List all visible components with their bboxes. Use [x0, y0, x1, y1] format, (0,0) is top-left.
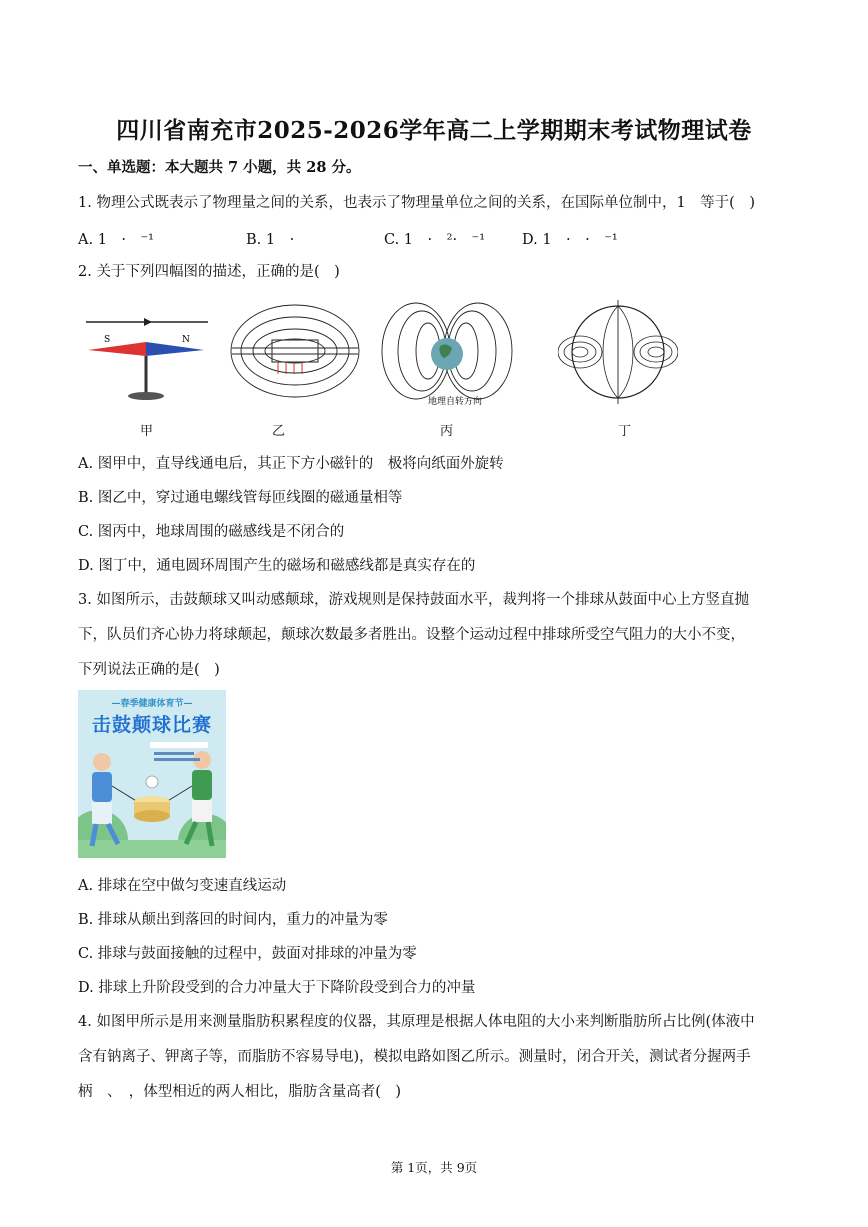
q3-option-a: A. 排球在空中做匀变速直线运动	[78, 878, 287, 894]
figure-label-yi: 乙	[272, 424, 286, 439]
q4-stem-line-1: 4. 如图甲所示是用来测量脂肪积累程度的仪器，其原理是根据人体电阻的大小来判断脂肪所占比例(体液中	[78, 1014, 755, 1030]
q2-stem: 2. 关于下列四幅图的描述，正确的是( )	[78, 264, 340, 280]
figure-label-jia: 甲	[140, 424, 154, 439]
q4-stem-line-2: 含有钠离子、钾离子等，而脂肪不容易导电)，模拟电路如图乙所示。测量时，闭合开关，测试者分握两手	[78, 1049, 751, 1065]
figure-label-ding: 丁	[618, 424, 632, 439]
section-heading: 一、单选题：本大题共 7 小题，共 28 分。	[78, 159, 361, 176]
q2-option-d: D. 图丁中，通电圆环周围产生的磁场和磁感线都是真实存在的	[78, 558, 476, 574]
figure-label-bing: 丙	[440, 424, 454, 439]
figure-bing	[378, 296, 518, 408]
earth-rotation-label: 地理自转方向	[428, 397, 483, 407]
q3-poster-image	[78, 690, 226, 858]
q2-option-a: A. 图甲中，直导线通电后，其正下方小磁针的 极将向纸面外旋转	[78, 456, 504, 472]
poster-main-text: 击鼓颠球比赛	[91, 714, 212, 736]
q3-stem-line-3: 下列说法正确的是( )	[78, 662, 220, 678]
q2-option-c: C. 图丙中，地球周围的磁感线是不闭合的	[78, 524, 345, 540]
page-footer: 第 1页，共 9页	[390, 1160, 478, 1175]
q2-figures	[78, 296, 698, 439]
q1-option-b: B. 1 ·	[246, 232, 295, 248]
q3-option-d: D. 排球上升阶段受到的合力冲量大于下降阶段受到合力的冲量	[78, 980, 476, 996]
figure-ding	[558, 296, 678, 408]
q3-option-b: B. 排球从颠出到落回的时间内，重力的冲量为零	[78, 912, 388, 928]
q3-stem-line-2: 下，队员们齐心协力将球颠起，颠球次数最多者胜出。设整个运动过程中排球所受空气阻力的大小不变，	[78, 627, 745, 643]
poster-top-text: —春季健康体育节—	[111, 699, 193, 709]
compass-n-label: N	[182, 335, 190, 345]
q1-stem: 1. 物理公式既表示了物理量之间的关系，也表示了物理量单位之间的关系，在国际单位制中，1 等于( )	[78, 195, 755, 211]
q1-option-d: D. 1 · · ⁻¹	[522, 232, 618, 248]
figure-jia	[78, 296, 213, 408]
q3-stem-line-1: 3. 如图所示，击鼓颠球又叫动感颠球，游戏规则是保持鼓面水平，裁判将一个排球从鼓面中心上方竖直抛	[78, 592, 749, 608]
figure-yi	[228, 296, 363, 408]
q2-option-b: B. 图乙中，穿过通电螺线管每匝线圈的磁通量相等	[78, 490, 403, 506]
q4-stem-line-3: 柄 、 ，体型相近的两人相比，脂肪含量高者( )	[78, 1084, 402, 1100]
page-title: 四川省南充市2025-2026学年高二上学期期末考试物理试卷	[116, 117, 752, 144]
q1-option-c: C. 1 · ²· ⁻¹	[384, 232, 486, 248]
q3-option-c: C. 排球与鼓面接触的过程中，鼓面对排球的冲量为零	[78, 946, 417, 962]
compass-s-label: S	[104, 335, 111, 345]
q1-option-a: A. 1 · ⁻¹	[78, 232, 154, 248]
